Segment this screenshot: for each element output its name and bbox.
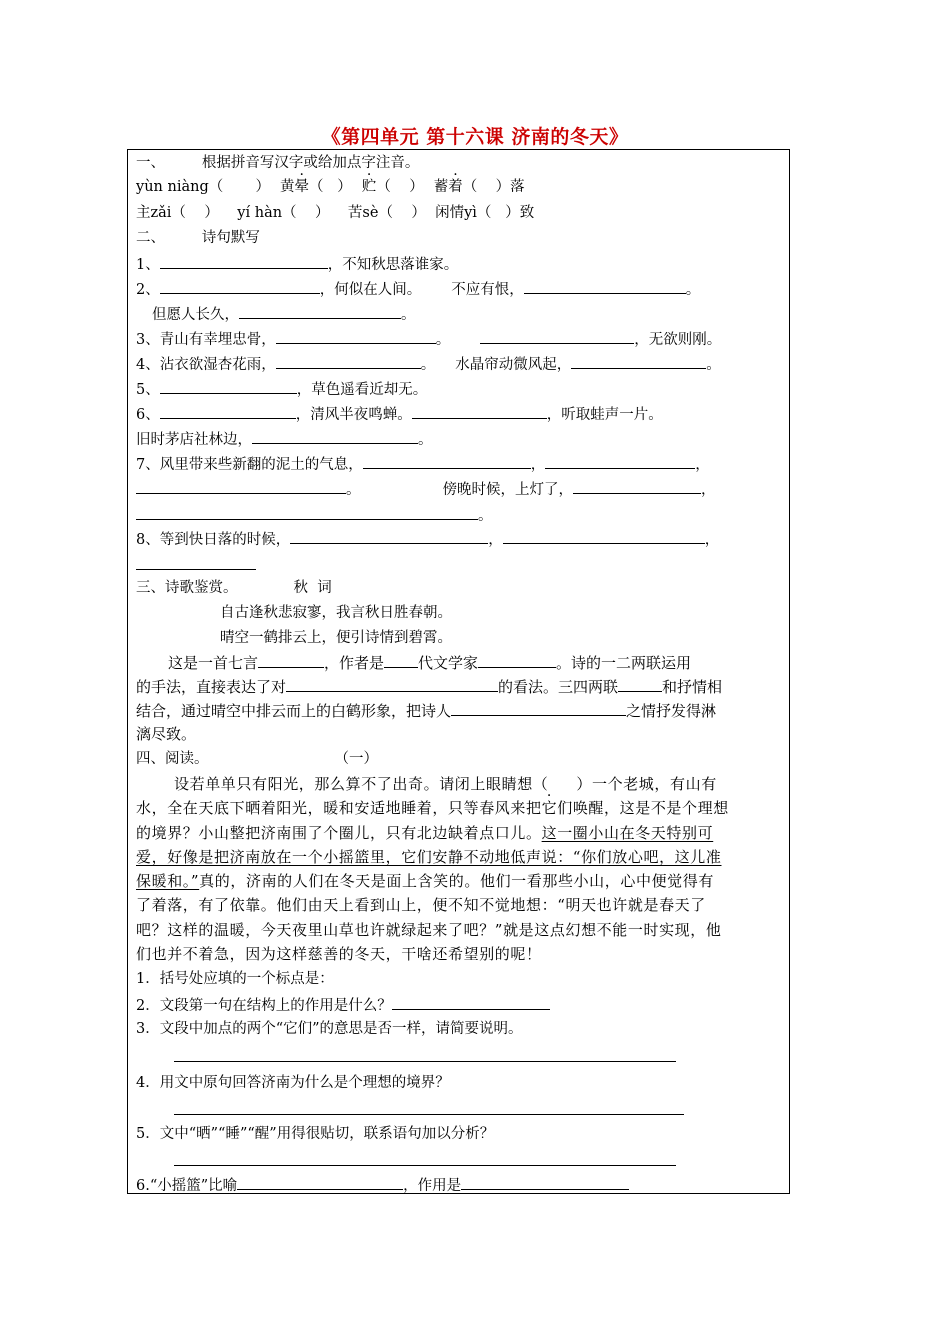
poem-recall-2: 2、 ，何似在人间。 不应有恨， 。 [136, 279, 700, 299]
reading-question-3: 3．文段中加点的两个“它们”的意思是否一样，请简要说明。 [136, 1021, 523, 1037]
reading-line-7: 吧？这样的温暖，今天夜里山草也许就绿起来了吧？”就是这点幻想不能一时实现，他 [136, 921, 722, 939]
answer-blank[interactable] [258, 653, 324, 668]
answer-blank[interactable] [363, 454, 531, 469]
poem-recall-1: 1、 ，不知秋思落谁家。 [136, 254, 458, 274]
answer-blank[interactable] [286, 677, 498, 692]
answer-blank[interactable] [160, 279, 320, 294]
section2-heading: 二、 诗句默写 [136, 230, 260, 246]
reading-line-2: 水，全在天底下晒着阳光，暖和安适地睡着，只等春风来把它们唤醒，这是不是个理想 [136, 799, 729, 817]
answer-blank[interactable] [136, 479, 346, 494]
answer-blank[interactable] [160, 404, 296, 419]
reading-line-4: 爱，好像是把济南放在一个小摇篮里，它们安静不动地低声说：“你们放心吧，这儿准 [136, 848, 722, 866]
section1-heading: 一、 根据拼音写汉字或给加点字注音。 [136, 155, 420, 171]
poem-recall-6b: 旧时茅店社林边， 。 [136, 429, 433, 449]
section4-heading: 四、阅读。 （一） [136, 751, 378, 767]
answer-blank[interactable] [290, 529, 488, 544]
answer-blank[interactable] [384, 653, 418, 668]
poem-recall-7b: 。 傍晚时候，上灯了， ， [136, 479, 716, 499]
answer-blank[interactable] [252, 429, 418, 444]
section1-line1: yùn niàng（ ） 黄晕（ ） 贮（ ） 蓄着（ ）落 [136, 179, 525, 195]
dotted-char: 着 [448, 179, 463, 195]
poem-recall-8: 8、等到快日落的时候， ， ， [136, 529, 719, 549]
answer-blank[interactable] [545, 454, 695, 469]
dotted-char: 贮 [361, 179, 377, 195]
appreciation-line-3: 结合，通过晴空中排云而上的白鹤形象，把诗人 之情抒发得淋 [136, 702, 717, 720]
dotted-char: 晕 [294, 179, 309, 195]
poem-recall-2b: 但愿人长久， 。 [152, 304, 416, 324]
section3-heading: 三、诗歌鉴赏。 秋 词 [136, 580, 332, 596]
worksheet-frame [127, 149, 790, 1194]
answer-blank[interactable] [239, 304, 401, 319]
answer-blank[interactable] [524, 279, 686, 294]
appreciation-line-2: 的手法，直接表达了对 的看法。三四两联 和抒情相 [136, 678, 723, 696]
page-title: 《第四单元 第十六课 济南的冬天》 [321, 126, 629, 148]
reading-question-4: 4．用文中原句回答济南为什么是个理想的境界？ [136, 1075, 450, 1091]
reading-question-5: 5．文中“晒”“睡”“醒”用得很贴切，联系语句加以分析？ [136, 1126, 495, 1142]
answer-blank[interactable] [174, 1047, 676, 1062]
answer-blank[interactable] [276, 329, 436, 344]
dotted-char: 它 [541, 799, 558, 817]
poem-line-2: 晴空一鹤排云上，便引诗情到碧霄。 [220, 630, 452, 646]
answer-blank[interactable] [160, 379, 297, 394]
answer-blank[interactable] [237, 1175, 403, 1190]
poem-recall-8b [136, 555, 256, 575]
answer-blank[interactable] [174, 1100, 684, 1115]
answer-blank[interactable] [276, 354, 421, 369]
reading-question-6: 6.“小摇篮”比喻 ，作用是 [136, 1175, 629, 1195]
answer-blank[interactable] [618, 677, 662, 692]
answer-blank[interactable] [160, 254, 328, 269]
poem-line-1: 自古逢秋悲寂寥，我言秋日胜春朝。 [220, 605, 452, 621]
answer-blank[interactable] [571, 354, 706, 369]
answer-blank[interactable] [573, 479, 701, 494]
poem-recall-5: 5、 ，草色遥看近却无。 [136, 379, 427, 399]
answer-blank[interactable] [136, 505, 478, 520]
poem-recall-3: 3、青山有幸埋忠骨， 。 ，无欲则刚。 [136, 329, 721, 349]
reading-line-6: 了着落，有了依靠。他们由天上看到山上，便不知不觉地想：“明天也许就是春天了 [136, 896, 706, 914]
reading-line-1: 设若单单只有阳光，那么算不了出奇。请闭上眼睛想（ ）一个老城，有山有 [174, 775, 717, 793]
poem-recall-7: 7、风里带来些新翻的泥土的气息， ， ， [136, 454, 710, 474]
answer-line [174, 1100, 684, 1120]
appreciation-line-1: 这是一首七言 ，作者是 代文学家 。诗的一二两联运用 [168, 654, 692, 672]
reading-question-2: 2．文段第一句在结构上的作用是什么？ [136, 995, 550, 1015]
answer-blank[interactable] [174, 1151, 676, 1166]
answer-blank[interactable] [461, 1175, 629, 1190]
poem-title: 秋 词 [293, 580, 332, 596]
answer-blank[interactable] [136, 555, 256, 570]
reading-part-label: （一） [334, 751, 378, 767]
poem-recall-7c: 。 [136, 505, 493, 525]
reading-question-1: 1．括号处应填的一个标点是： [136, 971, 334, 987]
answer-blank[interactable] [412, 404, 547, 419]
reading-line-8: 们也并不着急，因为这样慈善的冬天，干啥还希望别的呢！ [136, 945, 542, 963]
answer-blank[interactable] [451, 701, 626, 716]
answer-line [174, 1151, 676, 1171]
section1-line2: 主zǎi（ ） yí hàn（ ） 苦sè（ ） 闲情yì（ ）致 [136, 205, 535, 221]
answer-blank[interactable] [503, 529, 705, 544]
appreciation-line-4: 漓尽致。 [136, 725, 197, 743]
poem-recall-6: 6、 ，清风半夜鸣蝉。 ，听取蛙声一片。 [136, 404, 663, 424]
answer-line [174, 1047, 676, 1067]
answer-blank[interactable] [480, 329, 634, 344]
answer-blank[interactable] [478, 653, 556, 668]
reading-line-3: 的境界？小山整把济南围了个圈儿，只有北边缺着点口儿。这一圈小山在冬天特别可 [136, 824, 714, 842]
poem-recall-4: 4、沾衣欲湿杏花雨， 。 水晶帘动微风起， 。 [136, 354, 721, 374]
reading-line-5: 保暖和。”真的，济南的人们在冬天是面上含笑的。他们一看那些小山，心中便觉得有 [136, 872, 714, 890]
answer-blank[interactable] [392, 995, 550, 1010]
